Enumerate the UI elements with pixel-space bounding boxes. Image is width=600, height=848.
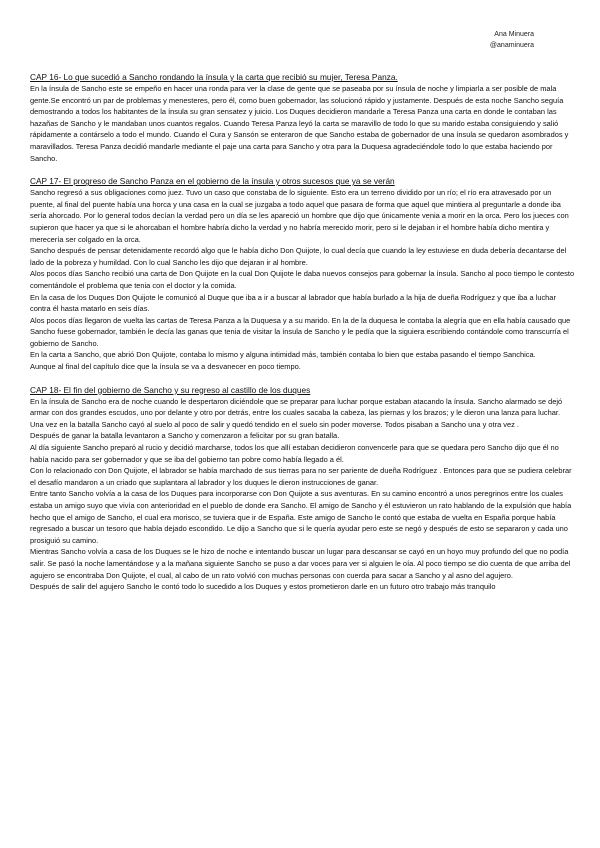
document-body bbox=[30, 72, 575, 603]
author-handle: @anaminuera bbox=[489, 42, 534, 49]
chapter-17-paragraph: En la casa de los Duques Don Quijote le comunicó al Duque que iba a ir a buscar al labrador que había burlado a la hija de dueña Rodríguez y que iba a luchar contra él hasta matarlo en seis días. bbox=[30, 292, 556, 314]
chapter-17-title: CAP 17- El progreso de Sancho Panza en el gobierno de la ínsula y otros sucesos que ya se verán bbox=[30, 176, 395, 187]
author-block bbox=[490, 29, 534, 51]
chapter-17-paragraph: Aunque al final del capítulo dice que la ínsula se va a desvanecer en poco tiempo. bbox=[30, 362, 301, 372]
chapter-18-paragraph: Una vez en la batalla Sancho cayó al suelo al poco de salir y quedó tendido en el suelo sin poder moverse. Todos pisaban a Sancho una y otra vez . bbox=[30, 419, 519, 429]
chapter-18-paragraph: Entre tanto Sancho volvía a la casa de los Duques para incorporarse con Don Quijote a sus aventuras. En su camino encontró a unos peregrinos entre los cuales estaba un amigo suyo que vivía con anterioridad en el pueblo de donde era Sancho. El amigo de Sancho y él estuvieron un rato hablando de la expulsión que había hecho que el amigo de Sancho, el cual era morisco, se tuviera que ir de España. Este amigo de Sancho le contó que estaba de vuelta en España porque había regresado a buscar un tesoro que había dejado escondido. Le dijo a Sancho que si le quería ayudar pero este se negó y después de esto se separaron y cada uno prosiguió su camino. bbox=[30, 489, 572, 545]
chapter-18-paragraph: Después de salir del agujero Sancho le contó todo lo sucedido a los Duques y estos prometieron darle en un futuro otro trabajo más tranquilo bbox=[30, 582, 496, 592]
chapter-18-paragraph: Después de ganar la batalla levantaron a Sancho y comenzaron a felicitar por su gran batalla. bbox=[30, 431, 340, 441]
chapter-17-paragraph: Alos pocos días Sancho recibió una carta de Don Quijote en la cual Don Quijote le daba nuevos consejos para gobernar la ínsula. Sancho al poco tiempo le contesto comentándole el problema que tenia con el doctor y la comida. bbox=[30, 269, 575, 290]
chapter-18-paragraph: En la ínsula de Sancho era de noche cuando le despertaron diciéndole que se preparar para luchar porque estaban atacando la ínsula. Sancho alarmado se dejó armar con dos grandes escudos, uno por delante y otro por detrás, entre los cuales sacaba la cabeza, las piernas y los brazos; y le dieron una lanza para luchar. bbox=[30, 396, 563, 418]
chapter-18-paragraph: Al día siguiente Sancho preparó al rucio y decidió marcharse, todos los que allí estaban decidieron convencerle para que se quedara pero Sancho dijo que él no había nacido para ser gobernador y que se iba del gobierno tan pobre como había llegado a él. bbox=[30, 443, 559, 464]
chapter-16-paragraph: En la ínsula de Sancho este se empeño en hacer una ronda para ver la clase de gente que se paseaba por su ínsula de noche y limpiarla a ser posible de mala gente.Se encontró un par de problemas y menesteres, pero él, como buen gobernador, las solucionó rápido y justamente. Después de esta noche Sancho seguía demostrando a todos los habitantes de la ínsula su gran sensatez y juicio. Los Duques decidieron mandarle a Teresa Panza una carta en donde le contaban las hazañas de Sancho y le mandaban unos cuantos regalos. Cuando Teresa Panza leyó la carta se maravillo de todo lo que su marido estaba consiguiendo y salió rápidamente a contárselo a todo el mundo. Cuando el Cura y Sansón se enteraron de que Sancho estaba de gobernador de una ínsula se quedaron asombrados y maravillados. Teresa Panza decidió mandarle mediante el paje una carta para Sancho y otra para la Duquesa agradeciéndole todo lo que estaba haciendo por Sancho. bbox=[30, 84, 569, 163]
chapter-18-paragraph: Mientras Sancho volvía a casa de los Duques se le hizo de noche e intentando buscar un lugar para descansar se cayó en un hoyo muy profundo del que no podía salir. Se pasó la noche lamentándose y a la mañana siguiente Sancho se puso a dar voces para ver si alguien le oía. Al poco tiempo se dio cuenta de que arriba del agujero se encontraba Don Quijote, el cual, al cabo de un rato volvió con muchas personas con cuerda para sacar a Sancho y al asno del agujero. bbox=[30, 547, 571, 580]
chapter-16 bbox=[30, 72, 575, 164]
chapter-17-paragraph: En la carta a Sancho, que abrió Don Quijote, contaba lo mismo y alguna intimidad más, también contaba lo bien que estaba pasando el tiempo Sanchica. bbox=[30, 350, 536, 360]
chapter-16-title: CAP 16- Lo que sucedió a Sancho rondando la ínsula y la carta que recibió su mujer, Teresa Panza. bbox=[30, 72, 398, 82]
chapter-18 bbox=[30, 385, 575, 593]
chapter-18-title: CAP 18- El fin del gobierno de Sancho y su regreso al castillo de los duques bbox=[30, 384, 311, 395]
chapter-18-paragraph: Con lo relacionado con Don Quijote, el labrador se había marchado de sus tierras para no ser pariente de dueña Rodríguez . Entonces para que se pudiera celebrar el desafío mandaron a un criado que suplantara al labrador y los duques le dieron instrucciones de ganar. bbox=[30, 466, 572, 487]
chapter-17-paragraph: Alos pocos días llegaron de vuelta las cartas de Teresa Panza a la Duquesa y a su marido. En la de la duquesa le contaba la alegría que en ella había causado que Sancho fuese gobernador, también le decía las ganas que tenia de visitar la ínsula de Sancho y le pedía que la siguiera escribiendo contándole como transcurría el gobierno de Sancho. bbox=[30, 315, 571, 348]
chapter-17 bbox=[30, 176, 575, 373]
chapter-17-paragraph: Sancho después de pensar detenidamente recordó algo que le había dicho Don Quijote, lo cual decía que cuando la ley estuviese en duda debería decantarse del lado de la pobreza y humildad. Con lo cual Sancho les dijo que dejaran ir al hombre. bbox=[30, 246, 567, 267]
chapter-17-paragraph: Sancho regresó a sus obligaciones como juez. Tuvo un caso que constaba de lo siguiente. Esto era un terreno dividido por un río; el río era atravesado por un puente, al final del puente había una horca y una casa en la cual se juzgaba a todo aquel que pasara de forma que aquel que mintiera al preguntarle a donde iba sería ahorcado. Por lo general todos decían la verdad pero un día se les apareció un hombre que dijo que únicamente venia a morir en la orca. Pero los jueces con supieron que hacer ya que si le ahorcaban el hombre habría dicho la verdad y no habría merecido morir, pero si le dejaban ir el hombre había dicho mentira y merecería ser colgado en la orca. bbox=[30, 188, 569, 244]
author-name: Ana Minuera bbox=[494, 31, 534, 38]
